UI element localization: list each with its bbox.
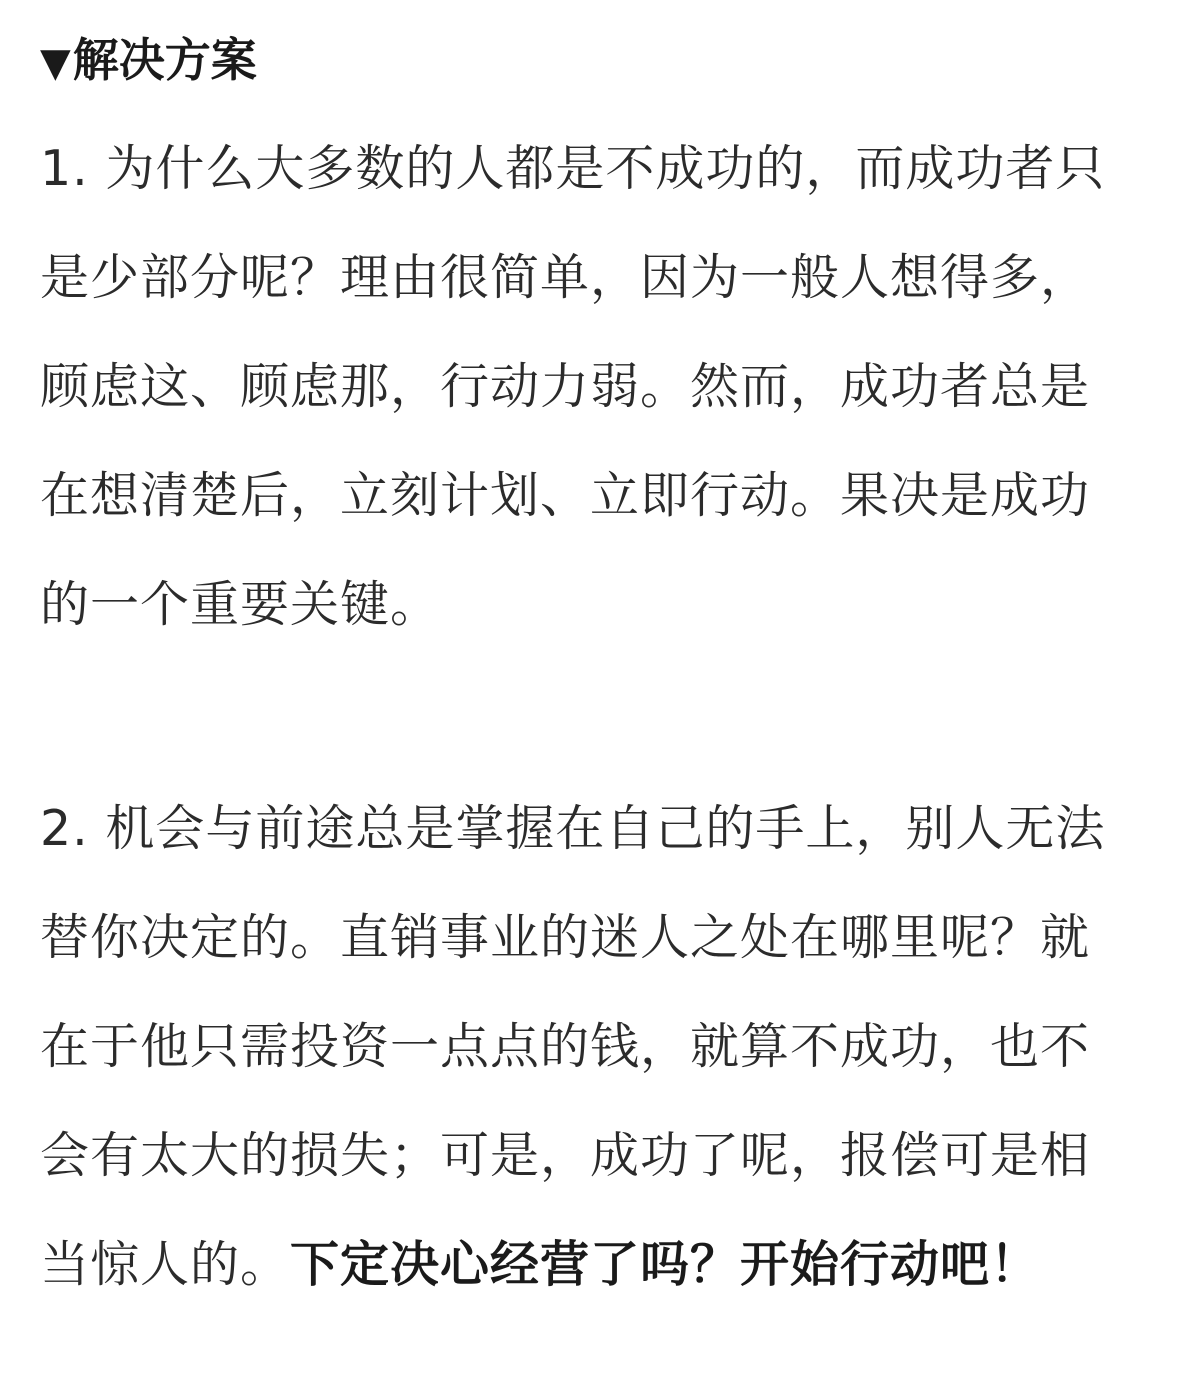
- paragraph-text: 当惊人的。: [40, 1236, 291, 1293]
- paragraph-1: [40, 114, 1155, 659]
- triangle-down-icon: ▼: [40, 40, 71, 86]
- paragraph-line: 会有太大的损失；可是，成功了呢，报偿可是相: [40, 1127, 1091, 1184]
- paragraph-2: [40, 774, 1155, 1319]
- call-to-action-text: 下定决心经营了吗？开始行动吧！: [290, 1236, 1041, 1293]
- paragraph-line: 的一个重要关键。: [40, 576, 441, 633]
- paragraph-line: 在想清楚后，立刻计划、立即行动。果决是成功: [40, 467, 1091, 524]
- paragraph-line: 替你决定的。直销事业的迷人之处在哪里呢？就: [40, 909, 1091, 966]
- paragraph-line: 是少部分呢？理由很简单，因为一般人想得多，: [40, 249, 1091, 306]
- section-title: 解决方案: [72, 33, 257, 87]
- paragraph-line: 顾虑这、顾虑那，行动力弱。然而，成功者总是: [40, 358, 1091, 415]
- paragraph-last-line: [40, 1210, 1155, 1319]
- section-heading: [40, 28, 257, 95]
- paragraph-line: 在于他只需投资一点点的钱，就算不成功，也不: [40, 1018, 1091, 1075]
- paragraph-line: 1. 为什么大多数的人都是不成功的，而成功者只: [40, 140, 1106, 197]
- paragraph-line: 2. 机会与前途总是掌握在自己的手上，别人无法: [40, 800, 1106, 857]
